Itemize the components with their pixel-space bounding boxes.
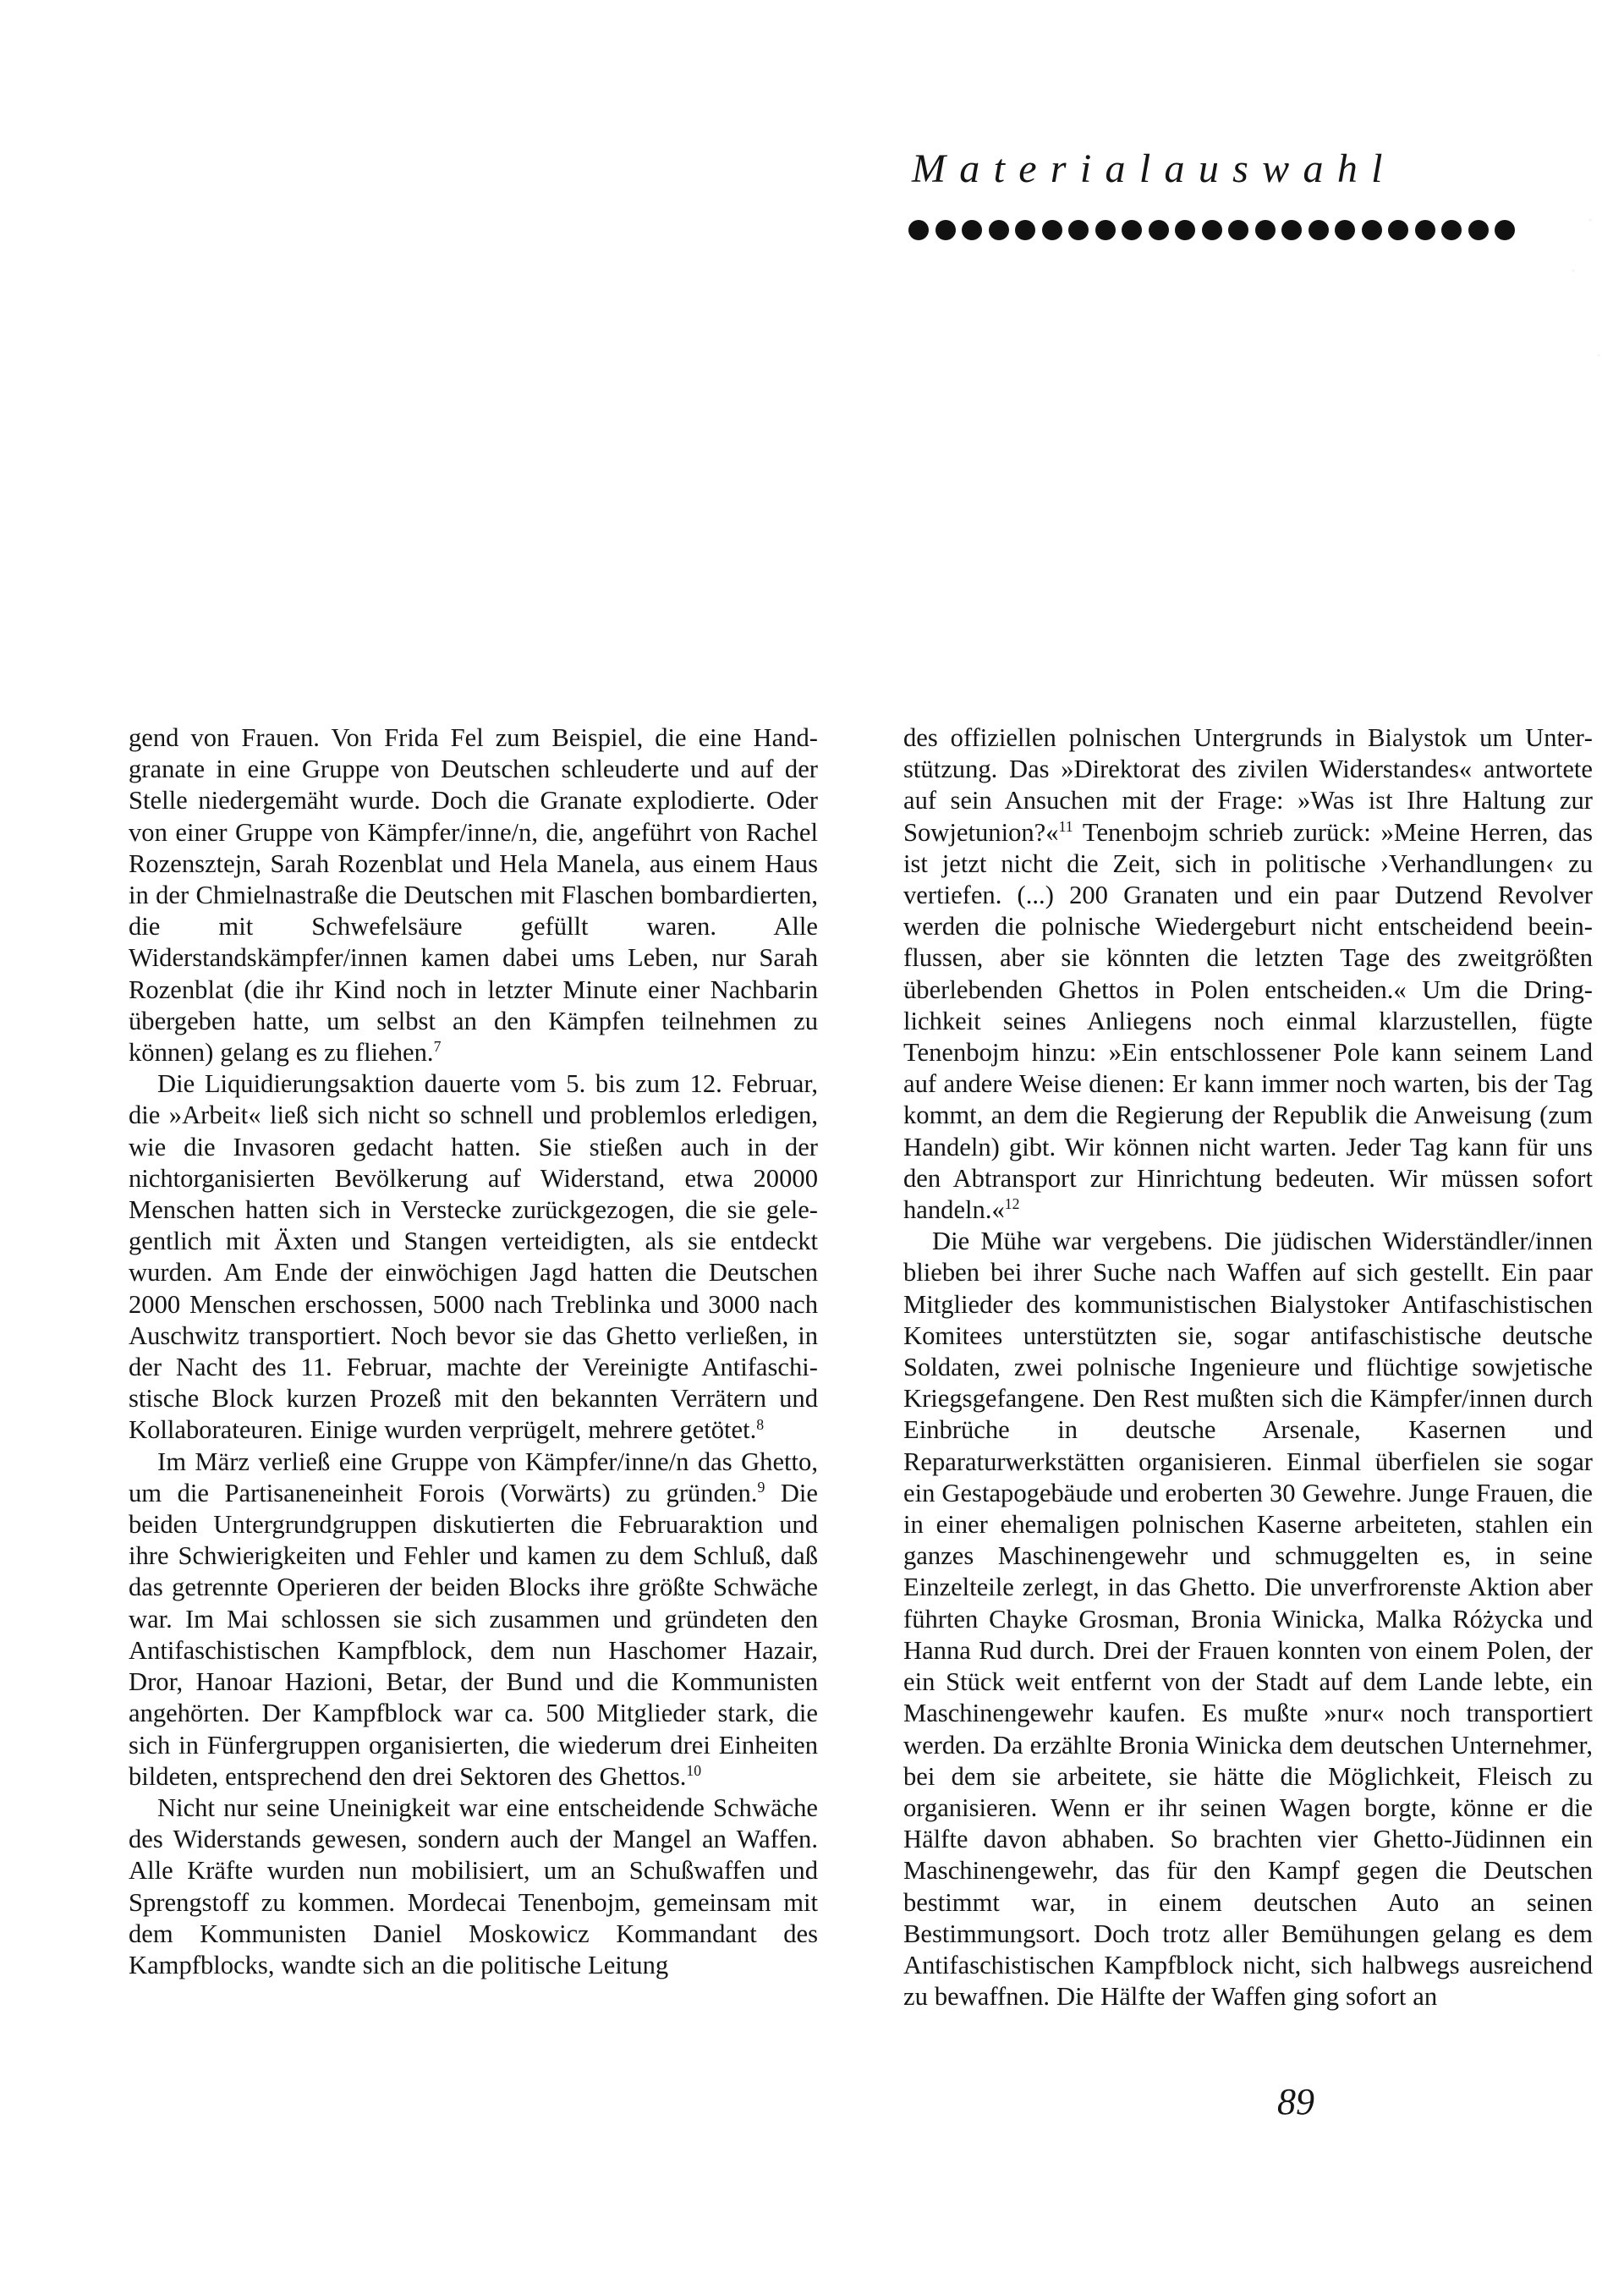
header-dot (1335, 220, 1355, 240)
header-dot (1388, 220, 1408, 240)
header-dot (1122, 220, 1142, 240)
header-dot (1309, 220, 1329, 240)
right-column-paragraph-2 (903, 1226, 1593, 2012)
paragraph-text: Die beiden Untergrundgruppen diskutierten die Februaraktion und ihre Schwierigkeiten und Fehler und kamen zu dem Schluß, daß das getrennte Operieren der beiden Blocks ihre größte Schwäche war. Im Mai schlossen sie sich zusammen und gründeten den Antifaschistischen Kampfblock, dem nun Haschomer Hazair, Dror, Hanoar Hazioni, Betar, der Bund und die Kommunisten angehörten. Der Kampfblock war ca. 500 Mitglieder stark, die sich in Fünfergruppen organisierten, die wiederum drei Einheiten bildeten, entsprechend den drei Sektoren des Ghettos. (129, 1478, 818, 1791)
page-number: 89 (1277, 2081, 1314, 2122)
header-dot (1415, 220, 1435, 240)
header-dot (989, 220, 1009, 240)
header-dot (1068, 220, 1089, 240)
left-text-column (129, 722, 818, 1981)
right-text-column (903, 722, 1593, 2012)
header-dot (1015, 220, 1035, 240)
header-dot (935, 220, 956, 240)
header-dot (908, 220, 929, 240)
footnote-reference: 10 (686, 1762, 702, 1780)
header-dot (962, 220, 982, 240)
footnote-reference: 11 (1058, 817, 1073, 835)
running-header-title: Materialauswahl (912, 146, 1396, 191)
paragraph-text: des offiziellen polnischen Untergrunds in Bialystok um Unterstützung. Das »Direktorat des zivilen Widerstandes« antwortete auf sein Ansuchen mit der Frage: »Was ist Ihre Haltung zur Sowjetunion?« (903, 723, 1593, 847)
footnote-reference: 8 (756, 1415, 765, 1433)
paragraph-text: gend von Frauen. Von Frida Fel zum Beispiel, die eine Handgranate in eine Gruppe von Deutschen schleuderte und auf der Stelle niedergemäht wurde. Doch die Granate explodierte. Oder von einer Gruppe von Kämpfer/inne/n, die, angeführt von Rachel Rozensztejn, Sarah Rozenblat und Hela Manela, aus einem Haus in der Chmielnastraße die Deutschen mit Flaschen bombardierten, die mit Schwefelsäure gefüllt waren. Alle Widerstandskämpfer/innen kamen dabei ums Leben, nur Sarah Rozenblat (die ihr Kind noch in letzter Minute einer Nachbarin übergeben hatte, um selbst an den Kämpfen teilnehmen zu können) gelang es zu fliehen. (129, 723, 818, 1068)
paragraph-text: Die Mühe war vergebens. Die jüdischen Widerständler/innen blieben bei ihrer Suche nach Waffen auf sich gestellt. Ein paar Mitglieder des kommunistischen Bialystoker Antifaschistischen Komitees unterstützten sie, sogar antifaschistische deutsche Soldaten, zwei polnische Ingenieure und flüchtige sowjetische Kriegsgefangene. Den Rest mußten sich die Kämpfer/innen durch Einbrüche in deutsche Arsenale, Kasernen und Reparaturwerkstätten organisieren. Einmal überfielen sie sogar ein Gestapogebäude und eroberten 30 Gewehre. Junge Frauen, die in einer ehemaligen polnischen Kaserne arbeiteten, stahlen ein ganzes Maschinengewehr und schmuggelten es, in seine Einzelteile zerlegt, in das Ghetto. Die unverfrorenste Aktion aber führten Chayke Grosman, Bronia Winicka, Malka Różycka und Hanna Rud durch. Drei der Frauen konnten von einem Polen, der ein Stück weit entfernt von der Stadt auf dem Lande lebte, ein Maschinengewehr kaufen. Es mußte »nur« noch transportiert werden. Da erzählte Bronia Winicka dem deutschen Unternehmer, bei dem sie arbeitete, sie hätte die Möglichkeit, Fleisch zu organisieren. Wenn er ihr seinen Wagen borgte, könne er die Hälfte davon abhaben. So brachten vier Ghetto-Jüdinnen ein Maschinengewehr, das für den Kampf gegen die Deutschen bestimmt war, in einem deutschen Auto an seinen Bestimmungsort. Doch trotz aller Bemühungen gelang es dem Antifaschistischen Kampfblock nicht, sich halbwegs ausreichend zu bewaffnen. Die Hälfte der Waffen ging sofort an (903, 1227, 1593, 2012)
header-dot (1441, 220, 1462, 240)
paragraph-text: Tenenbojm schrieb zurück: »Meine Herren, das ist jetzt nicht die Zeit, sich in politische ›Verhandlungen‹ zu vertiefen. (...) 200 Granaten und ein paar Dutzend Revolver werden die polnische Wiedergeburt nicht entscheidend beeinflussen, aber sie könnten die letzten Tage des zweitgrößten überlebenden Ghettos in Polen entscheiden.« Um die Dringlichkeit seines Anliegens noch einmal klarzustellen, fügte Tenenbojm hinzu: »Ein entschlossener Pole kann seinem Land auf andere Weise dienen: Er kann immer noch warten, bis der Tag kommt, an dem die Regierung der Republik die Anweisung (zum Handeln) gibt. Wir können nicht warten. Jeder Tag kann für uns den Abtransport zur Hinrichtung bedeuten. Wir müssen sofort handeln.« (903, 817, 1593, 1225)
footnote-reference: 7 (433, 1038, 442, 1056)
left-column-paragraph-3 (129, 1447, 818, 1793)
header-dot (1228, 220, 1248, 240)
footnote-reference: 12 (1004, 1195, 1020, 1213)
header-dot-rule (908, 219, 1536, 241)
header-dot (1255, 220, 1276, 240)
header-dot (1468, 220, 1489, 240)
paragraph-text: Im März verließ eine Gruppe von Kämpfer/inne/n das Ghetto, um die Partisaneneinheit Forois (Vorwärts) zu gründen. (129, 1447, 818, 1507)
left-column-paragraph-2 (129, 1068, 818, 1446)
right-column-paragraph-1 (903, 722, 1593, 1226)
header-dot (1175, 220, 1195, 240)
header-dot (1095, 220, 1116, 240)
footnote-reference: 9 (757, 1479, 765, 1496)
header-dot (1495, 220, 1515, 240)
header-dot (1202, 220, 1222, 240)
header-dot (1042, 220, 1062, 240)
left-column-paragraph-4 (129, 1793, 818, 1981)
paragraph-text: Nicht nur seine Uneinigkeit war eine entscheidende Schwäche des Widerstands gewesen, sondern auch der Mangel an Waffen. Alle Kräfte wurden nun mobilisiert, um an Schußwaffen und Sprengstoff zu kommen. Mordecai Tenenbojm, gemeinsam mit dem Kommunisten Daniel Moskowicz Kommandant des Kampfblocks, wandte sich an die politische Leitung (129, 1793, 818, 1979)
header-dot (1281, 220, 1302, 240)
header-dot (1362, 220, 1382, 240)
paragraph-text: Die Liquidierungsaktion dauerte vom 5. bis zum 12. Februar, die »Arbeit« ließ sich nicht so schnell und problemlos erledigen, wie die Invasoren gedacht hatten. Sie stießen auch in der nichtorganisierten Bevölkerung auf Widerstand, etwa 20000 Menschen hatten sich in Verstecke zurückgezogen, die sie gelegentlich mit Äxten und Stangen verteidigten, als sie entdeckt wurden. Am Ende der einwöchigen Jagd hatten die Deutschen 2000 Menschen erschossen, 5000 nach Treblinka und 3000 nach Auschwitz transportiert. Noch bevor sie das Ghetto verließen, in der Nacht des 11. Februar, machte der Vereinigte Antifaschistische Block kurzen Prozeß mit den bekannten Verrätern und Kollaborateuren. Einige wurden verprügelt, mehrere getötet. (129, 1069, 818, 1445)
header-dot (1149, 220, 1169, 240)
left-column-paragraph-1 (129, 722, 818, 1068)
